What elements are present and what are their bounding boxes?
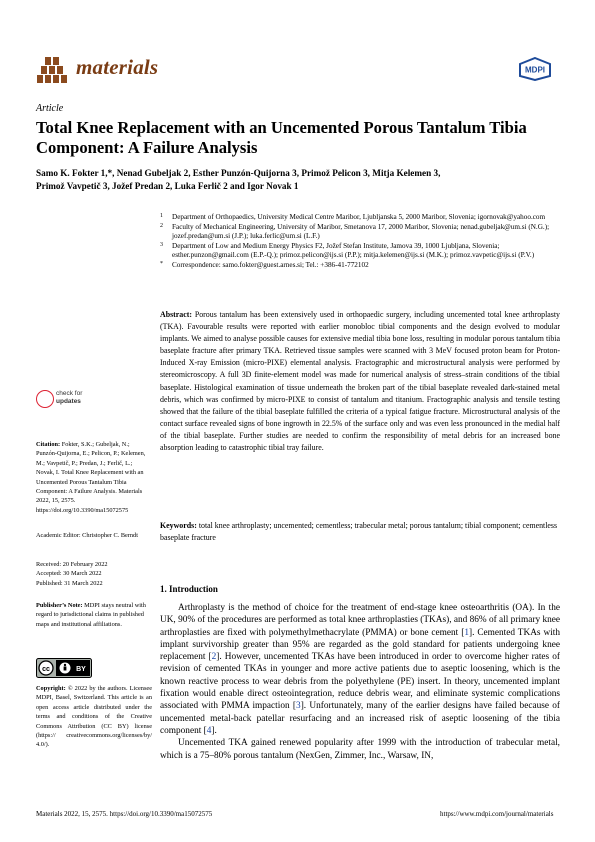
cc-by-license-icon[interactable] [36,658,92,678]
reference-link[interactable]: 2 [211,652,217,663]
check-updates-line: updates [56,397,81,405]
text-run: Arthroplasty is the method of choice for the treatment of end-stage knee osteoarthritis (OA). In the UK, 90% of the procedures are performed as total knee arthroplasties (TKAs), and 86% of all primary knee arthroplasties are fixed with polymethylmethacrylate (PMMA) or bone cement [ [160,603,560,638]
reference-link[interactable]: 4 [206,725,212,736]
publication-dates [36,560,152,588]
journal-logo-icon [36,53,70,85]
reference-link[interactable]: 1 [464,627,469,638]
journal-name: materials [76,55,159,79]
affiliations [160,213,560,271]
text-run: ]. Cemented TKAs with implant survivorship greater than 95% are regarded as the gold standard for patients undergoing knee replacement [ [160,627,561,663]
copyright-label: Copyright: [36,685,66,692]
keywords-text: total knee arthroplasty; uncemented; cementless; trabecular metal; porous tantalum; tibial component; cementless baseplate fracture [160,521,558,543]
copyright [36,684,152,750]
footer-journal-url[interactable]: https://www.mdpi.com/journal/materials [440,810,554,818]
mdpi-logo-text: MDPI [525,65,545,75]
affiliation-marker: * [160,260,163,267]
affiliation-text: Faculty of Mechanical Engineering, University of Maribor, Smetanova 17, 2000 Maribor, Slovenia; nenad.gubeljak@um.si (N.G.); jozef.predan@um.si (J.P.); luka.ferlic@um.si (L.F.) [172,222,550,241]
affiliation-marker: 1 [160,213,163,219]
abstract-text: Porous tantalum has been extensively used in orthopaedic surgery, including uncemented total knee arthroplasty (TKA). Favourable results were reported with earlier monobloc tibial components and the design evolved to modular implants. We aimed to analyse possible causes for extensive medial tibia bone loss, resulting in modular porous tantalum tibia baseplate fracture after primary TKA. Retrieved tissue samples were scanned with 3 MeV focused proton beam for Proton-Induced X-ray Emission (micro-PIXE) elemental analysis. Fractographic and microstructural analysis were performed by stereomicroscopy. A full 3D finite-element model was made for numerical analysis of stress–strain conditions of the tibial baseplate. Histological examination of tissue underneath the broken part of the tibial baseplate revealed dark-stained metal debris, which was confirmed by micro-PIXE to consist of tantalum and titanium. Fractographic analysis and tensile testing showed that the failure of the tibial baseplate fulfilled the criteria of a typical fatigue fracture. Microstructural analysis of the contact surface revealed signs of bone ingrowth in 22.5% of the surface only and was even less pronounced in the medial half of the tibial baseplate. Further studies are needed to confirm the responsibility of metal debris for an increased bone absorption leading to catastrophic tibial tray failure. [160,310,560,453]
svg-text:BY: BY [76,666,86,673]
reference-link[interactable]: 3 [296,701,301,712]
article-title: Total Knee Replacement with an Uncemented Porous Tantalum Tibia Component: A Failure Analysis [36,118,527,157]
paragraph: Uncemented TKA gained renewed popularity after 1999 with the introduction of trabecular metal, which is a 75–80% porous tantalum (NexGen, Zimmer, Inc., Warsaw, IN, [160,738,560,761]
check-updates-icon[interactable] [36,390,54,408]
footer-citation[interactable]: Materials 2022, 15, 2575. https://doi.org/10.3390/ma15072575 [36,810,213,818]
affiliation-text: Correspondence: samo.fokter@guest.arnes.si; Tel.: +386-41-772102 [172,260,369,269]
section-heading: 1. Introduction [160,584,218,594]
check-updates-label[interactable] [56,390,82,405]
body-text [160,602,560,762]
paragraph [160,602,560,737]
received-date: Received: 20 February 2022 [36,561,108,568]
citation-label: Citation: [36,441,61,448]
affiliation-text: Department of Orthopaedics, University Medical Centre Maribor, Ljubljanska 5, 2000 Maribor, Slovenia; igornovak@yahoo.com [172,213,546,221]
text-run: ]. [211,725,217,736]
citation-text: Fokter, S.K.; Gubeljak, N.; Punzón-Quijorna, E.; Pelicon, P.; Kelemen, M.; Vavpetič, P.; Predan, J.; Ferlič, L.; Novak, I. Total Knee Replacement with an Uncemented Porous Tantalum Tibia Component: A Failure Analysis. Materials 2022, 15, 2575. https://doi.org/10.3390/ma15072575 [36,441,146,514]
affiliation-text: Department of Low and Medium Energy Physics F2, Jožef Stefan Institute, Jamova 39, 1000 Ljubljana, Slovenia; esther.punzon@gmail.com (E.P.-Q.); primoz.pelicon@ijs.si (P.P.); mitja.kelemen@ijs.si (M.K.); primoz.vavpetic@ijs.si (P.V.) [172,241,535,260]
author-list [36,167,560,193]
text-run: ]. Unfortunately, many of the earlier designs have failed because of uncemented metal-back patellar resurfacing and an increased risk of aseptic loosening of the tibia component [ [160,701,561,736]
copyright-text: © 2022 by the authors. Licensee MDPI, Basel, Switzerland. This article is an open access article distributed under the terms and conditions of the Creative Commons Attribution (CC BY) license (https:// creativecommons.org/licenses/by/ 4.0/). [36,685,153,749]
author-line: Primož Vavpetič 3, Jožef Predan 2, Luka Ferlič 2 and Igor Novak 1 [36,181,299,191]
affiliation [160,223,560,242]
article-type: Article [36,103,64,114]
affiliation-marker: 2 [160,222,163,229]
svg-text:cc: cc [42,666,50,673]
affiliation [160,213,560,223]
keywords [160,520,560,544]
text-run: ]. However, uncemented TKAs have been introduced in order to overcome higher rates of revision of cemented TKAs in younger and more active patients due to aseptic loosening, which is the known reactive process to wear debris from the polyethylene (PE) insert. In theory, uncemented implant fixation would enable direct osteointegration, reduce debris wear, and eliminate systemic complications associated with PMMA impaction [ [160,652,560,712]
check-updates-line: check for [56,390,83,397]
affiliation [160,242,560,261]
mdpi-logo-icon[interactable] [519,57,551,81]
publishers-note-label: Publisher’s Note: [36,602,83,609]
academic-editor: Academic Editor: Christopher C. Berndt [36,532,138,539]
affiliation-marker: 3 [160,241,163,248]
citation [36,440,152,515]
keywords-label: Keywords: [160,521,197,530]
publishers-note [36,601,152,629]
abstract [160,309,560,454]
accepted-date: Accepted: 30 March 2022 [36,570,102,578]
abstract-label: Abstract: [160,310,192,319]
correspondence [160,261,560,271]
publishers-note-text: MDPI stays neutral with regard to jurisdictional claims in published maps and institutional affiliations. [36,602,146,628]
author-line: Samo K. Fokter 1,*, Nenad Gubeljak 2, Esther Punzón-Quijorna 3, Primož Pelicon 3, Mitja Kelemen 3, [36,168,441,178]
published-date: Published: 31 March 2022 [36,579,103,587]
